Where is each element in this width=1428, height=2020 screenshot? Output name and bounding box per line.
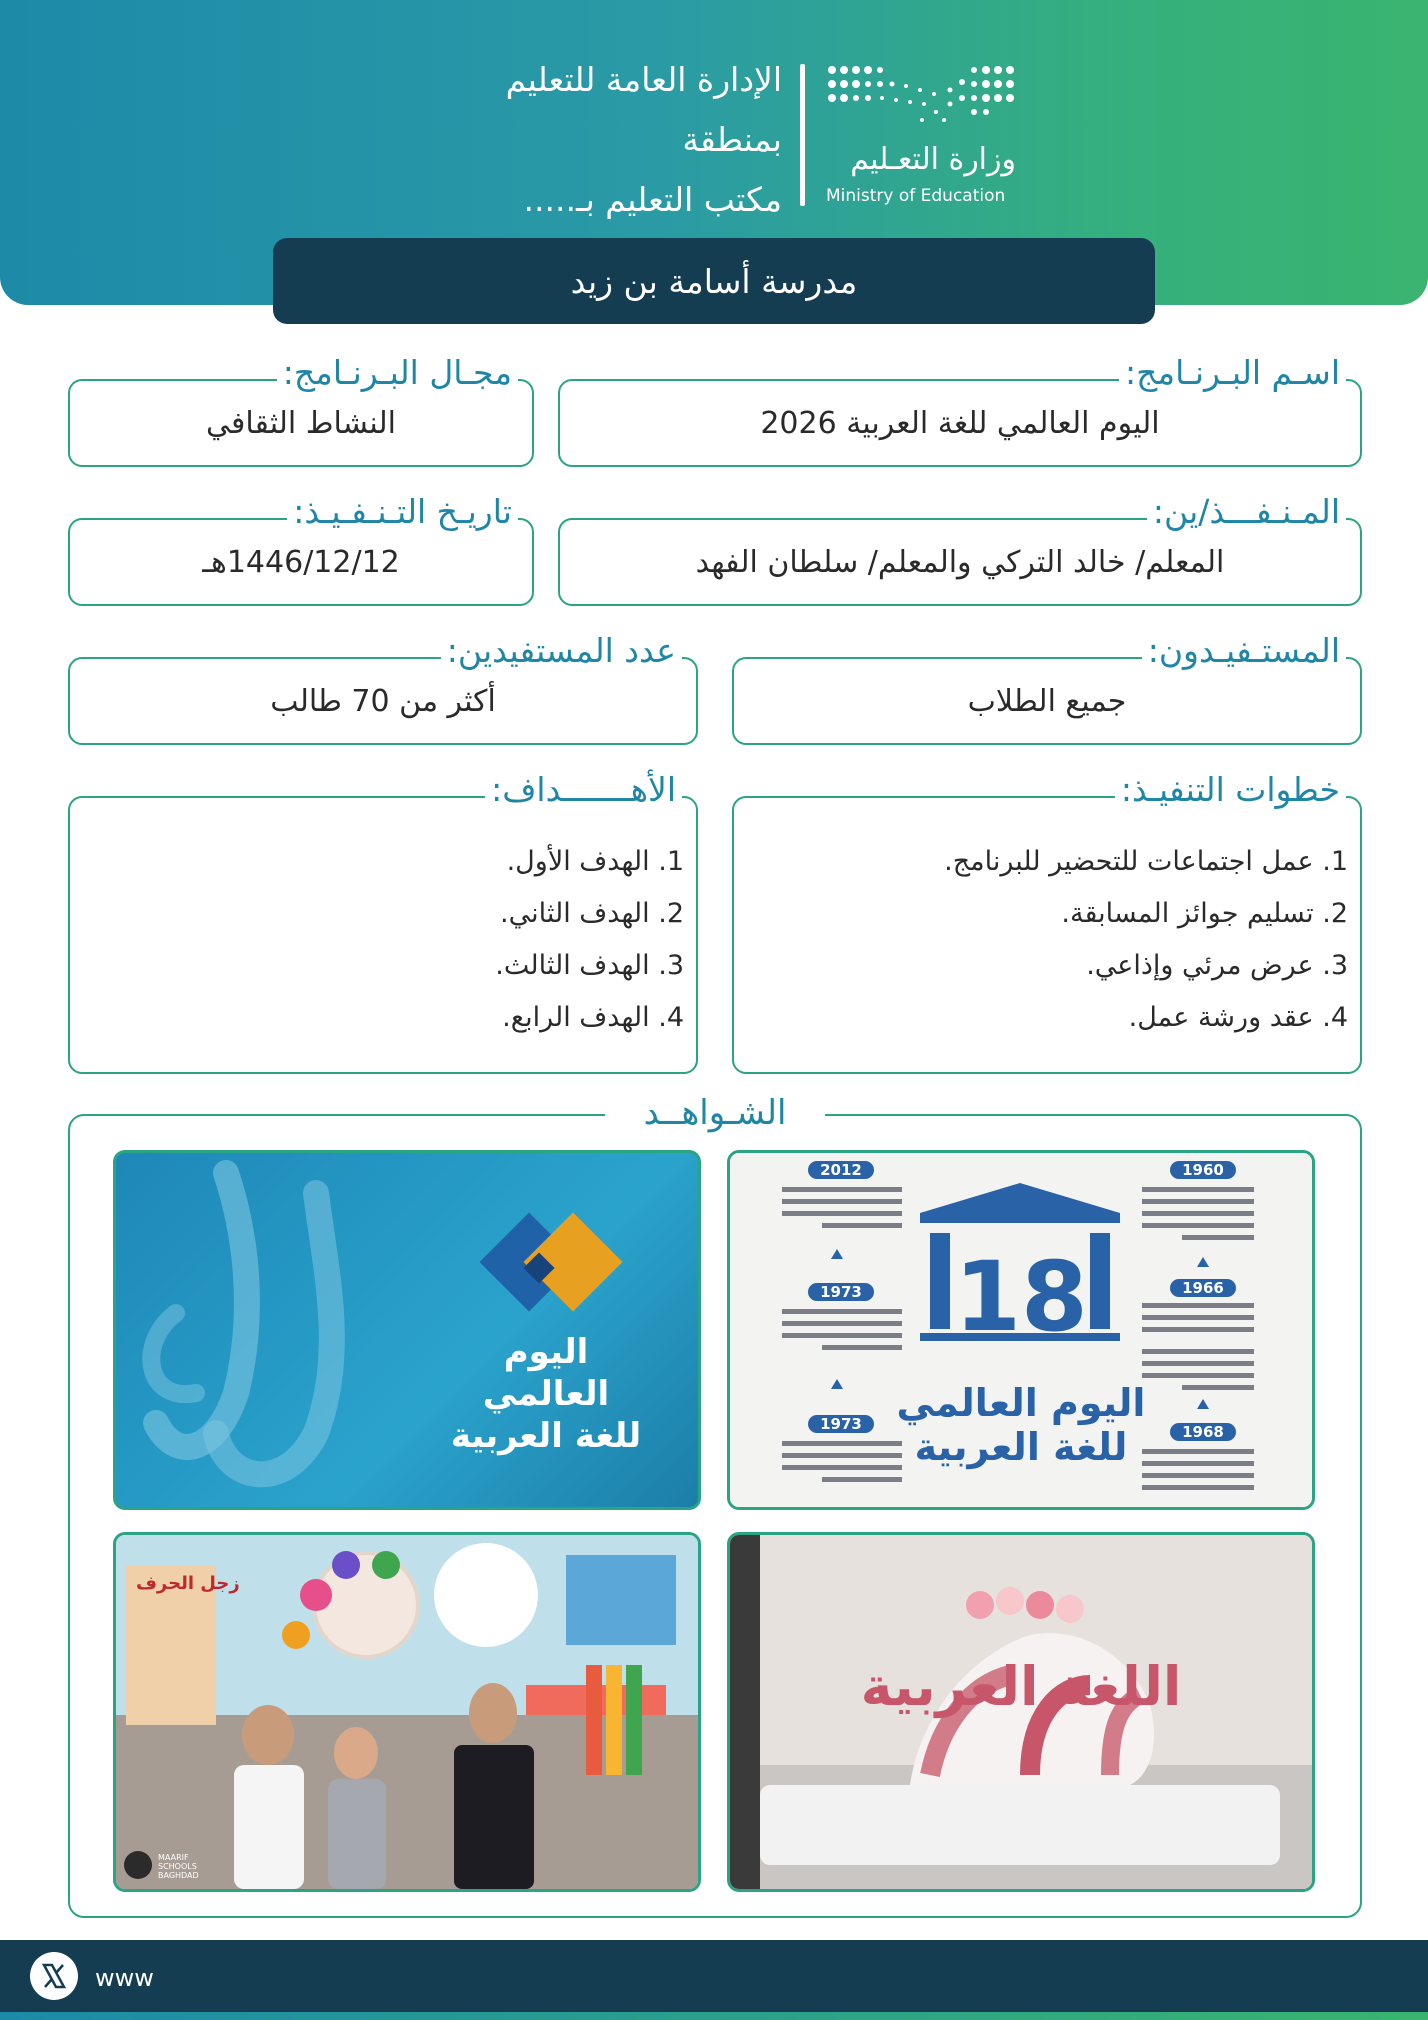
timeline-year: 2012 <box>820 1161 862 1179</box>
implementers-label: المـنـفـــذ/ين: <box>1147 492 1346 532</box>
footer <box>0 1940 1428 2020</box>
program-field-value: النشاط الثقافي <box>206 405 396 441</box>
beneficiaries-box <box>732 631 1362 745</box>
goals-label: الأهـــــــداف: <box>485 770 682 810</box>
program-name-label: اسـم البـرنـامج: <box>1119 353 1346 393</box>
header-divider <box>800 64 805 206</box>
evidence-section <box>68 1093 1362 1918</box>
date-box <box>68 492 534 606</box>
organization-block <box>506 50 782 230</box>
timeline-year: 1966 <box>1182 1279 1224 1297</box>
ministry-dots-icon <box>826 64 1016 126</box>
org-line-3: مكتب التعليم بـ..... <box>523 180 782 219</box>
list-item: 1. الهدف الأول. <box>506 846 684 877</box>
date-value: 1446/12/12هـ <box>202 544 400 580</box>
website-link[interactable]: www <box>95 1964 154 1992</box>
calligraphy-title-line2: للغة العربية <box>450 1416 642 1456</box>
school-name-banner: مدرسة أسامة بن زيد <box>273 238 1155 324</box>
poster-title-line1: اليوم العالمي <box>896 1381 1146 1425</box>
beneficiaries-count-label: عدد المستفيدين: <box>441 631 682 671</box>
ministry-name-en: Ministry of Education <box>826 186 1006 206</box>
steps-list <box>944 836 1348 1044</box>
poster-big-number: 18 <box>954 1241 1088 1353</box>
date-label: تاريـخ التـنـفـيـذ: <box>287 492 518 532</box>
maarif-logo-text: MAARIF SCHOOLS BAGHDAD <box>158 1853 199 1880</box>
list-item: 4. عقد ورشة عمل. <box>1128 1002 1348 1033</box>
steps-box <box>732 770 1362 1074</box>
list-item: 1. عمل اجتماعات للتحضير للبرنامج. <box>944 846 1348 877</box>
program-name-box <box>558 353 1362 467</box>
evidence-photo-students <box>113 1532 701 1892</box>
implementers-value: المعلم/ خالد التركي والمعلم/ سلطان الفهد <box>695 544 1225 580</box>
list-item: 2. تسليم جوائز المسابقة. <box>1061 898 1348 929</box>
steps-label: خطوات التنفيـذ: <box>1115 770 1346 810</box>
list-item: 4. الهدف الرابع. <box>502 1002 684 1033</box>
timeline-year: 1960 <box>1182 1161 1224 1179</box>
beneficiaries-count-value: أكثر من 70 طالب <box>270 683 496 719</box>
implementers-box <box>558 492 1362 606</box>
timeline-year: 1973 <box>820 1283 862 1301</box>
timeline-year: 1968 <box>1182 1423 1224 1441</box>
org-line-1: الإدارة العامة للتعليم <box>505 60 782 99</box>
ministry-logo <box>826 60 1026 210</box>
beneficiaries-label: المستـفيـدون: <box>1142 631 1346 671</box>
footer-stripe <box>0 2012 1428 2020</box>
goals-box <box>68 770 698 1074</box>
calligraphy-title <box>446 1331 646 1457</box>
program-field-box <box>68 353 534 467</box>
students-poster-text: زجل الحرف <box>136 1573 240 1594</box>
program-field-label: مجـال البـرنـامج: <box>277 353 518 393</box>
calligraphy-title-line1: اليوم العالمي <box>482 1332 610 1414</box>
goals-list <box>495 836 684 1044</box>
x-social-icon[interactable] <box>30 1952 78 2000</box>
evidence-photo-exhibition <box>727 1532 1315 1892</box>
evidence-label: الشـواهــد <box>605 1088 825 1138</box>
org-line-2: بمنطقة <box>682 120 782 159</box>
beneficiaries-count-box <box>68 631 698 745</box>
list-item: 2. الهدف الثاني. <box>500 898 684 929</box>
exhibition-title: اللغة العربية <box>860 1655 1182 1718</box>
list-item: 3. الهدف الثالث. <box>495 950 684 981</box>
evidence-photo-calligraphy <box>113 1150 701 1510</box>
poster-title-line2: للغة العربية <box>914 1425 1128 1469</box>
x-logo-icon <box>30 1952 78 2000</box>
timeline-year: 1973 <box>820 1415 862 1433</box>
evidence-photo-timeline <box>727 1150 1315 1510</box>
list-item: 3. عرض مرئي وإذاعي. <box>1086 950 1348 981</box>
ministry-name-ar: وزارة التعـليم <box>850 142 1016 177</box>
program-name-value: اليوم العالمي للغة العربية 2026 <box>760 405 1160 441</box>
beneficiaries-value: جميع الطلاب <box>967 683 1127 719</box>
